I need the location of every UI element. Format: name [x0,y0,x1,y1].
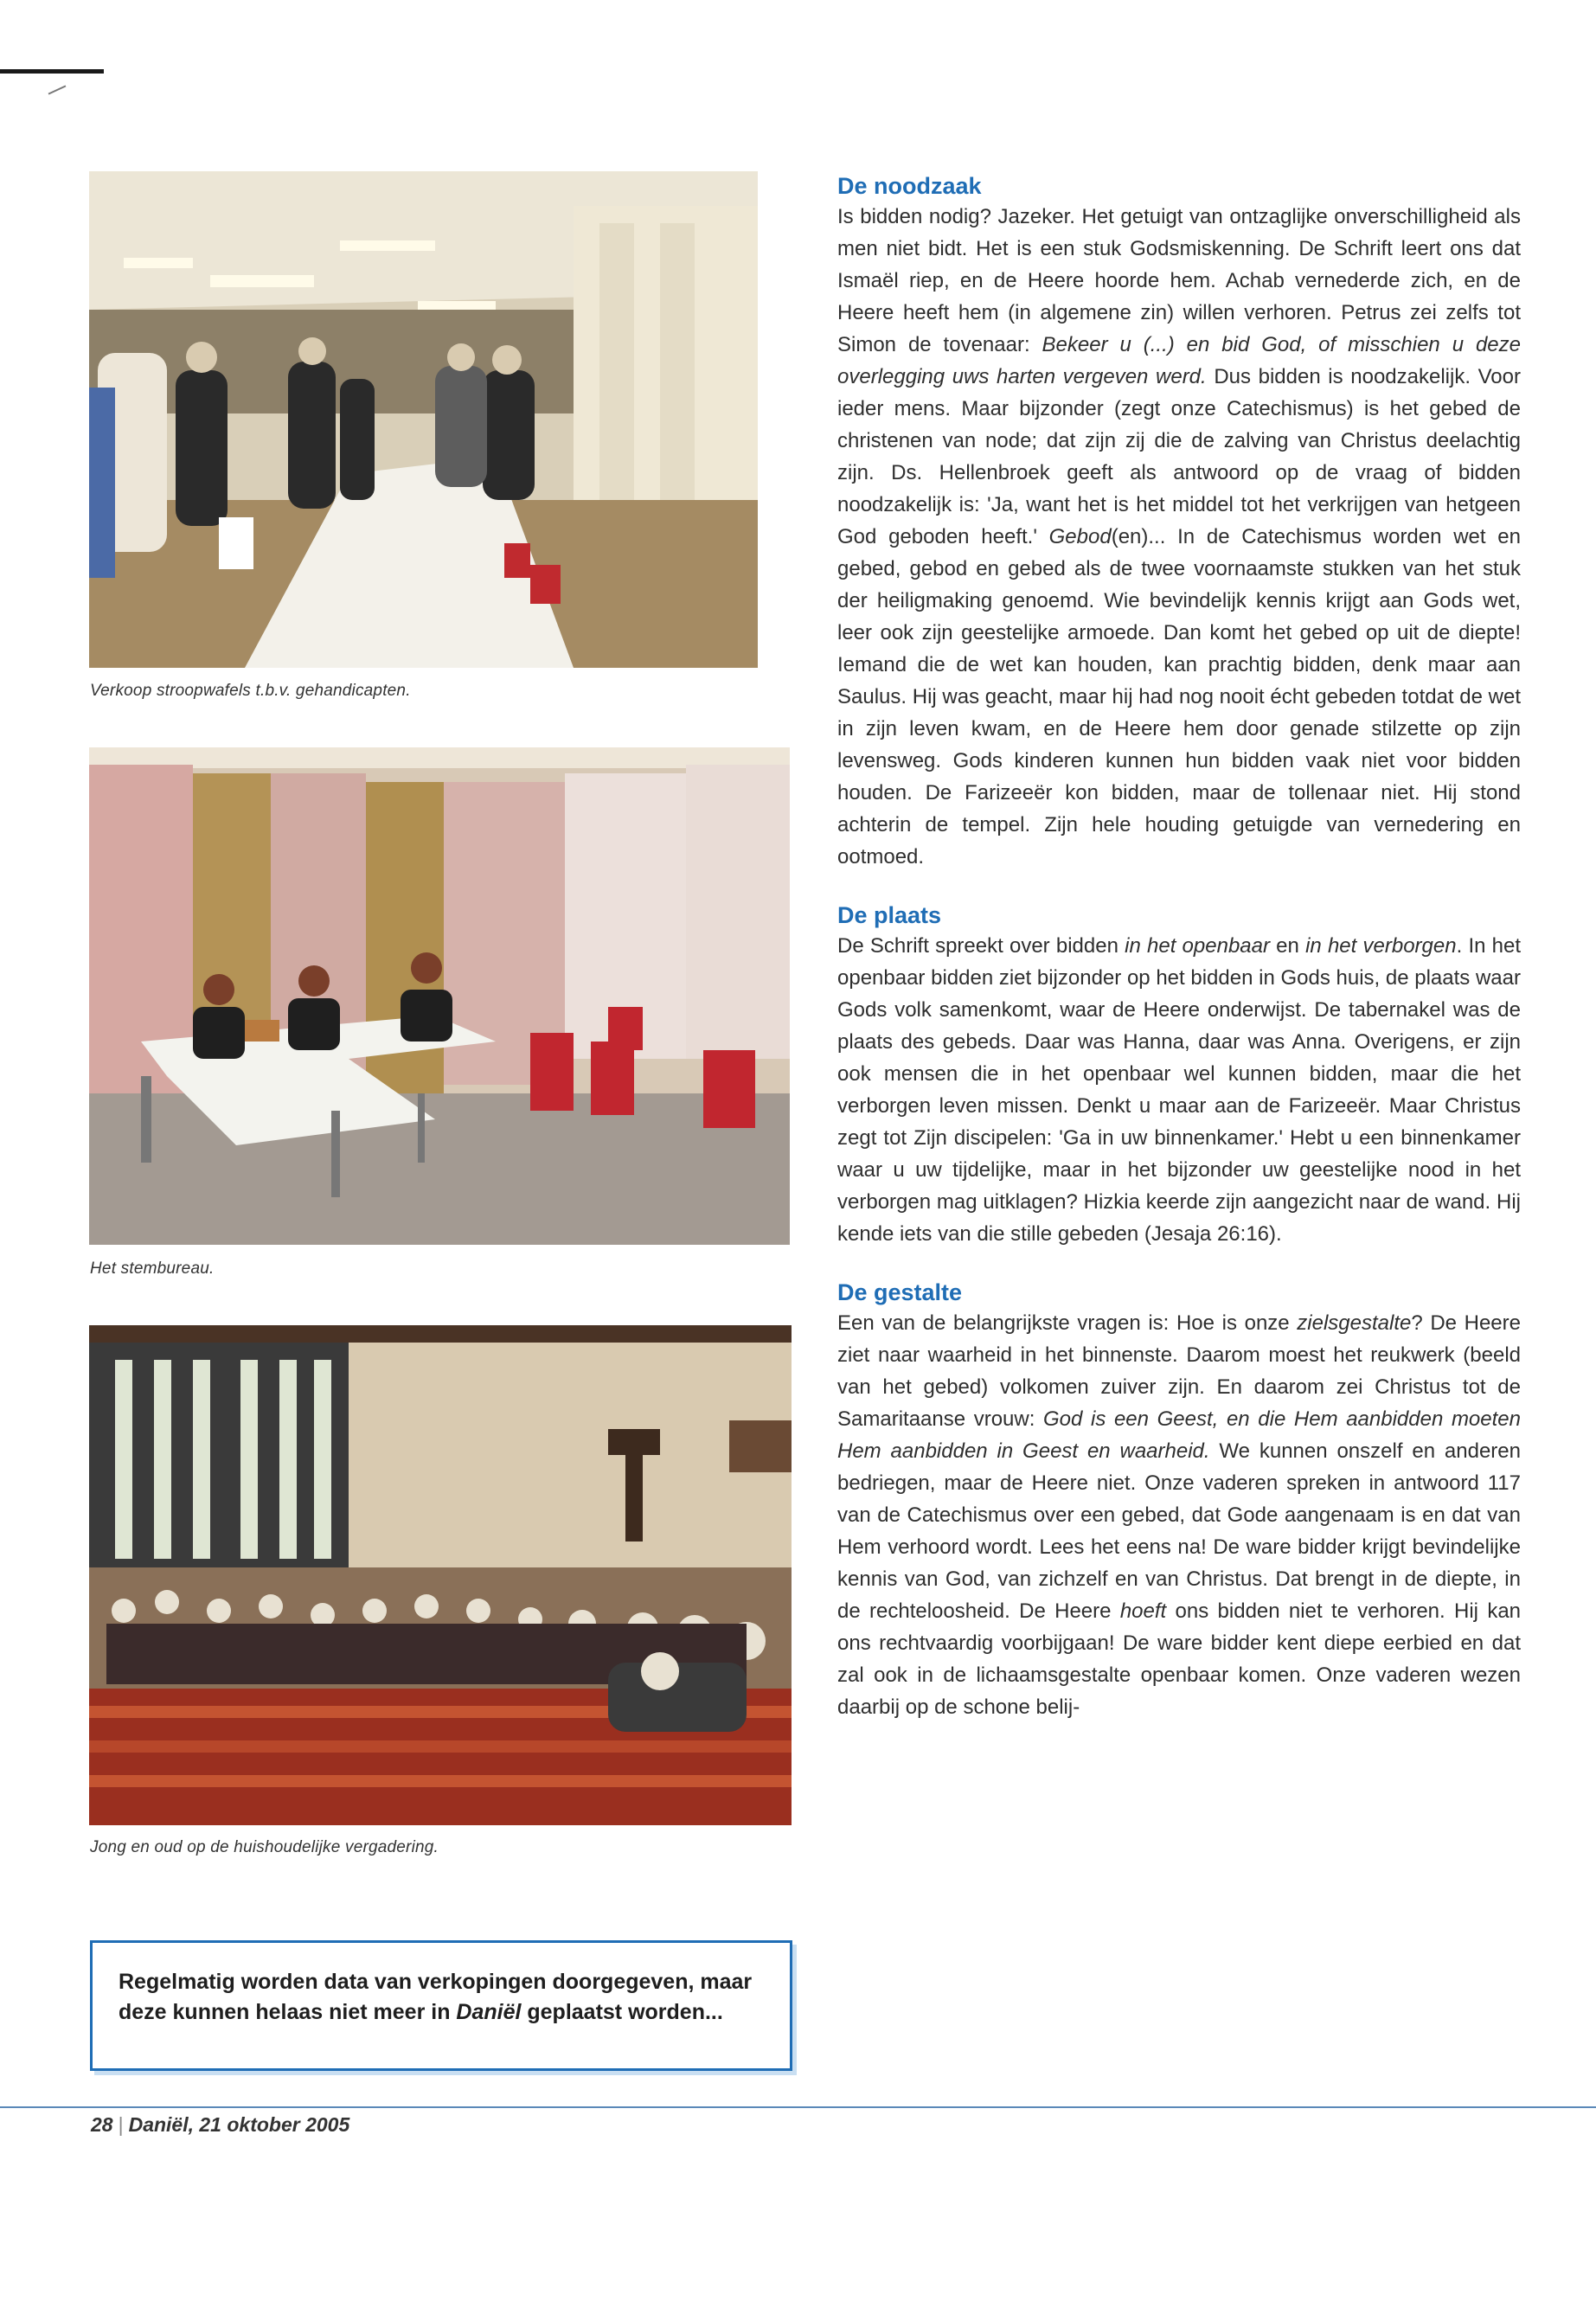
text-run: Dus bidden is noodzakelijk. Voor ieder mens. Maar bijzonder (zegt onze Catechismus) is het gebed de christenen van node; dat zijn zij die de zalving van Christus deelachtig zijn. Ds. Hellenbroek geeft als antwoord op de vraag of bidden noodzakelijk is: 'Ja, want het is het middel tot het verkrijgen van hetgeen God geboden heeft.' [837,365,1521,548]
polling-station-photo [89,747,790,1245]
sale-hall-photo [89,171,758,668]
section-heading: De noodzaak [837,173,982,199]
page-footer [91,2113,349,2137]
text-run-italic: in het openbaar [1125,934,1270,958]
text-run: ? De Heere ziet naar waarheid in het binnenste. Daarom moest het reukwerk (beeld van het gebed) volkomen zuiver zijn. En daarom zei Christus tot de Samaritaanse vrouw: [837,1311,1521,1431]
text-run: en [1269,934,1306,958]
callout-box [90,1940,792,2071]
caption: Het stembureau. [90,1259,215,1278]
footer-rule [0,2106,1596,2108]
section-noodzaak [837,171,1521,873]
caption: Jong en oud op de huishoudelijke vergadering. [90,1838,439,1856]
callout-text: Regelmatig worden data van verkopingen doorgegeven, maar deze kunnen helaas niet meer in [119,1970,753,2024]
section-gestalte [837,1278,1521,1723]
section-plaats [837,901,1521,1250]
text-run-italic: hoeft [1119,1599,1167,1623]
corner-mark [0,69,104,74]
publication-info: Daniël, 21 oktober 2005 [128,2113,350,2136]
callout-emphasis: Daniël [456,2000,522,2024]
corner-tick [48,85,67,94]
text-run: Is bidden nodig? Jazeker. Het getuigt van ontzaglijke onverschilligheid als men niet bidt. Het is een stuk Godsmiskenning. De Schrift leert ons dat Ismaël riep, en de Heere hoorde hem. Achab vernederde zich, en de Heere heeft hem (in algemene zin) willen verhoren. Petrus zei zelfs tot Simon de tovenaar: [837,205,1521,356]
text-run-italic: in het verborgen [1305,934,1457,958]
section-body [837,201,1521,873]
text-run: We kunnen onszelf en anderen bedriegen, maar de Heere niet. Onze vaderen spreken in antwoord 117 van de Catechismus over een gebed, dat Gode aangenaam is en dat van Hem verhoord wordt. Lees het eens na! De ware bidder krijgt bevindelijke kennis van God, van zichzelf en van Christus. Dat brengt in de diepte, in de rechteloosheid. De Heere [837,1439,1521,1623]
section-body [837,930,1521,1250]
callout-text-end: geplaatst worden... [521,2000,723,2024]
text-run-italic: Bekeer u (...) en bid God, of misschien u deze overlegging uws harten vergeven werd. [837,333,1521,388]
section-heading: De plaats [837,902,942,928]
text-run-italic: Gebod [1048,525,1112,548]
text-run: . In het openbaar bidden ziet bijzonder op het bidden in Gods huis, de plaats waar Gods volk samenkomt, waar de Heere onderwijst. De tabernakel was de plaats des gebeds. Daar was Hanna, daar was Anna. Overigens, er zijn ook mensen die in het openbaar wel kunnen bidden, maar die het verborgen leven missen. Denkt u maar aan de Farizeeër. Maar Christus zegt tot Zijn discipelen: 'Ga in uw binnenkamer.' Hebt u een binnenkamer waar u uw tijdelijke, maar in het bijzonder uw geestelijke nood in het verborgen mag uitklagen? Hizkia keerde zijn aangezicht naar de wand. Hij kende iets van die stille gebeden (Jesaja 26:16). [837,934,1522,1246]
page-number: 28 [91,2113,113,2136]
section-body [837,1307,1521,1723]
church-meeting-photo [89,1325,792,1825]
caption: Verkoop stroopwafels t.b.v. gehandicapten. [90,682,411,700]
text-run: (en)... In de Catechismus worden wet en gebed, gebod en gebed als de twee voornaamste stukken van het stuk der heiligmaking genoemd. Wie bevindelijk kennis krijgt aan Gods wet, leer ook zijn geestelijke armoede. Dan komt het gebed op uit de diepte! Iemand die de wet kan houden, kan prachtig bidden, denk maar aan Saulus. Hij was geacht, maar hij had nog nooit écht gebeden totdat de wet in zijn leven kwam, en de Heere hem door genade stilzette op zijn levensweg. Gods kinderen kunnen hun bidden vaak niet voor bidden houden. De Farizeeër kon bidden, maar de tollenaar niet. Hij stond achterin de tempel. Zijn hele houding getuigde van vernedering en ootmoed. [837,525,1521,868]
text-run: De Schrift spreekt over bidden [837,934,1125,958]
text-run-italic: God is een Geest, en die Hem aanbidden moeten Hem aanbidden in Geest en waarheid. [837,1407,1521,1463]
text-run: ons bidden niet te verhoren. Hij kan ons rechtvaardig voorbijgaan! De ware bidder kent diepe eerbied en dat zal ook in de lichaamsgestalte openbaar komen. Onze vaderen wezen daarbij op de schone belij- [837,1599,1522,1719]
text-run: Een van de belangrijkste vragen is: Hoe is onze [837,1311,1298,1335]
text-run-italic: zielsgestalte [1297,1311,1412,1335]
footer-separator: | [118,2113,124,2136]
article-column [837,171,1521,1723]
section-heading: De gestalte [837,1279,963,1305]
